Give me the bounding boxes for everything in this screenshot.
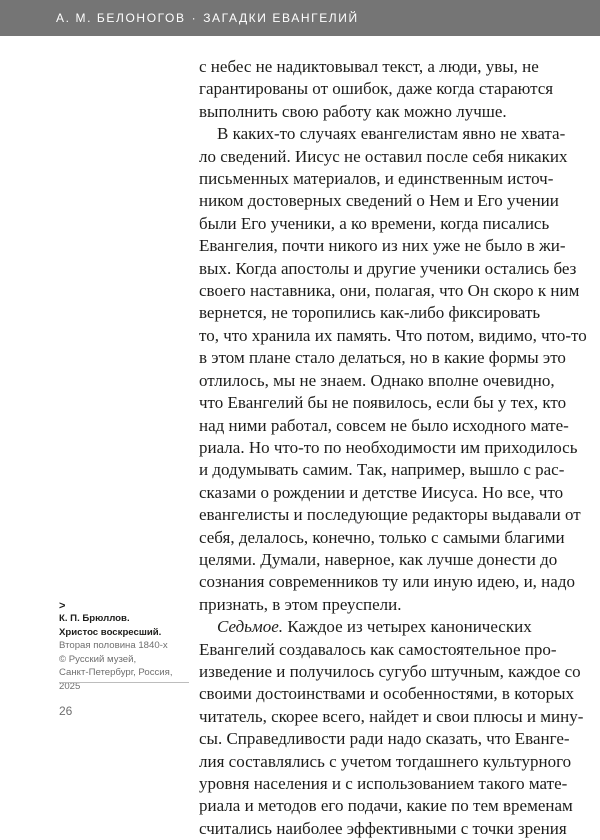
main-text-column [199,56,587,840]
text-line: считались наиболее эффективными с точки зрения [199,818,567,838]
header-author: А. М. БЕЛОНОГОВ [56,11,186,25]
text-line: были Его ученики, а ко времени, когда писались [199,213,550,233]
caption-credit: © Русский музей, [59,653,137,665]
text-line-rest: Каждое из четырех канонических [287,617,532,637]
caption-divider [59,682,189,683]
running-header-bar [0,0,600,36]
running-header [56,0,359,36]
text-line: вернется, не торопились как-либо фиксировать [199,303,541,323]
page-number: 26 [59,704,73,718]
text-line: ло сведений. Иисус не оставил после себя никаких [199,146,568,166]
text-line: лия составлялись с учетом тогдашнего культурного [199,751,572,771]
text-line: отлилось, мы не знаем. Однако вполне очевидно, [199,370,555,390]
text-line: сказами о рождении и детстве Иисуса. Но все, что [199,482,564,502]
text-line: с небес не надиктовывал текст, а люди, увы, не [199,57,539,76]
text-line [199,616,532,638]
text-line: себя, делалось, конечно, только с самыми благими [199,527,565,547]
text-line: ником достоверных сведений о Нем и Его учении [199,191,559,211]
text-line: Евангелий создавалось как самостоятельное про- [199,639,557,659]
image-caption [59,600,179,693]
section-lead: Седьмое. [217,617,284,637]
text-line: целями. Думали, наверное, как лучше донести до [199,549,558,569]
text-line: читатель, скорее всего, найдет и свои плюсы и мину- [199,706,584,726]
text-line: риала и методов его подачи, какие по тем временам [199,796,573,816]
text-line: сы. Справедливости ради надо сказать, что Еванге- [199,729,570,749]
text-line: своими достоинствами и особенностями, в которых [199,684,575,704]
caption-author: К. П. Брюллов. [59,613,130,624]
text-line: признать, в этом преуспели. [199,594,402,614]
text-line: то, что хранила их память. Что потом, видимо, что-то [199,325,587,345]
text-line: письменных материалов, и единственным источ- [199,169,554,189]
text-line: своего наставника, они, полагая, что Он скоро к ним [199,281,580,301]
text-line: уровня населения и с использованием такого матe- [199,774,568,793]
caption-year: 2025 [59,680,81,692]
caption-work-title: Христос воскресший. [59,626,162,638]
text-line: Евангелия, почти никого из них уже не было в жи- [199,236,566,256]
text-line: в этом плане стало делаться, но в какие формы это [199,348,566,368]
text-line: вых. Когда апостолы и другие ученики остались без [199,258,577,278]
caption-place: Санкт-Петербург, Россия, [59,667,173,678]
text-line: над ними работал, совсем не было исходного матe- [199,415,569,435]
text-line: что Евангелий бы не появилось, если бы у тех, кто [199,393,567,413]
caption-marker: > [59,600,66,612]
text-line: выполнить свою работу как можно лучше. [199,101,507,121]
text-line: риала. Но что-то по необходимости им приходилось [199,437,578,457]
text-line: евангелисты и последующие редакторы выдавали от [199,505,581,525]
text-line: сознания современников ту или иную идею, и, надо [199,572,575,592]
header-separator: · [191,11,198,25]
text-line: и додумывать самим. Так, например, вышло с рас- [199,460,565,480]
text-line: В каких-то случаях евангелистам явно не хвата- [217,124,566,144]
header-book-title: ЗАГАДКИ ЕВАНГЕЛИЙ [203,11,359,25]
caption-date: Вторая половина 1840-х [59,640,168,651]
text-line: изведение и получилось сугубо штучным, каждое со [199,661,581,681]
text-line: гарантированы от ошибок, даже когда стараются [199,79,554,99]
